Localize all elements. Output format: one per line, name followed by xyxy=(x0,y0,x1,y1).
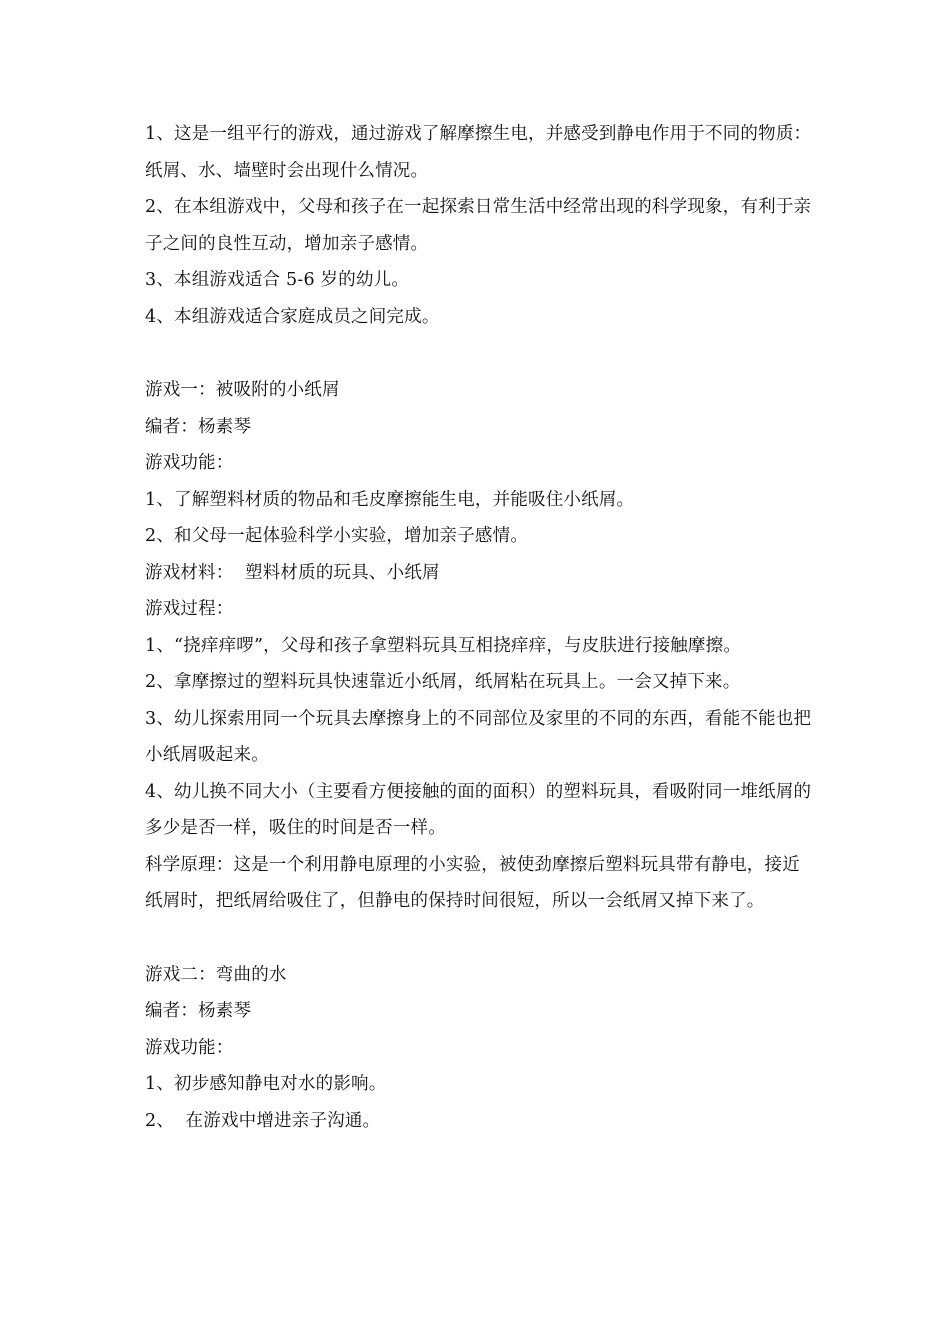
intro-item-2: 2、在本组游戏中，父母和孩子在一起探索日常生活中经常出现的科学现象，有利于亲子之间的良性互动，增加亲子感情。 xyxy=(145,197,812,254)
game1-process-step-3: 3、幼儿探索用同一个玩具去摩擦身上的不同部位及家里的不同的东西，看能不能也把小纸屑吸起来。 xyxy=(145,708,812,765)
intro-item-4: 4、本组游戏适合家庭成员之间完成。 xyxy=(145,306,440,327)
game1-author: 编者：杨素琴 xyxy=(145,416,252,437)
intro-item-3: 3、本组游戏适合 5-6 岁的幼儿。 xyxy=(145,270,410,290)
game2-title: 游戏二：弯曲的水 xyxy=(145,964,287,985)
game1-process-step-1: 1、“挠痒痒啰”，父母和孩子拿塑料玩具互相挠痒痒，与皮肤进行接触摩擦。 xyxy=(145,635,742,656)
game1-materials: 游戏材料： 塑料材质的玩具、小纸屑 xyxy=(145,562,440,583)
game1-process-step-4: 4、幼儿换不同大小（主要看方便接触的面的面积）的塑料玩具，看吸附同一堆纸屑的多少是否一样，吸住的时间是否一样。 xyxy=(145,781,812,838)
document-body xyxy=(145,116,813,1139)
game2-function-label: 游戏功能： xyxy=(145,1037,234,1058)
game2-author: 编者：杨素琴 xyxy=(145,1001,252,1021)
game1-title: 游戏一：被吸附的小纸屑 xyxy=(145,380,340,400)
game1-process-step-2: 2、拿摩擦过的塑料玩具快速靠近小纸屑，纸屑粘在玩具上。一会又掉下来。 xyxy=(145,672,741,692)
game2-function-item-2: 2、 在游戏中增进亲子沟通。 xyxy=(145,1110,381,1131)
game1-process-label: 游戏过程： xyxy=(145,599,234,619)
game1-function-label: 游戏功能： xyxy=(145,453,234,473)
game1-function-item-1: 1、了解塑料材质的物品和毛皮摩擦能生电，并能吸住小纸屑。 xyxy=(145,489,635,510)
intro-item-1: 1、这是一组平行的游戏，通过游戏了解摩擦生电，并感受到静电作用于不同的物质：纸屑、水、墙壁时会出现什么情况。 xyxy=(145,124,812,181)
section-spacer xyxy=(145,335,813,372)
section-spacer xyxy=(145,920,813,957)
game2-function-item-1: 1、初步感知静电对水的影响。 xyxy=(145,1074,387,1094)
game1-principle: 科学原理：这是一个利用静电原理的小实验，被使劲摩擦后塑料玩具带有静电，接近纸屑时，把纸屑给吸住了，但静电的保持时间很短，所以一会纸屑又掉下来了。 xyxy=(145,854,800,911)
game1-function-item-2: 2、和父母一起体验科学小实验，增加亲子感情。 xyxy=(145,526,529,546)
